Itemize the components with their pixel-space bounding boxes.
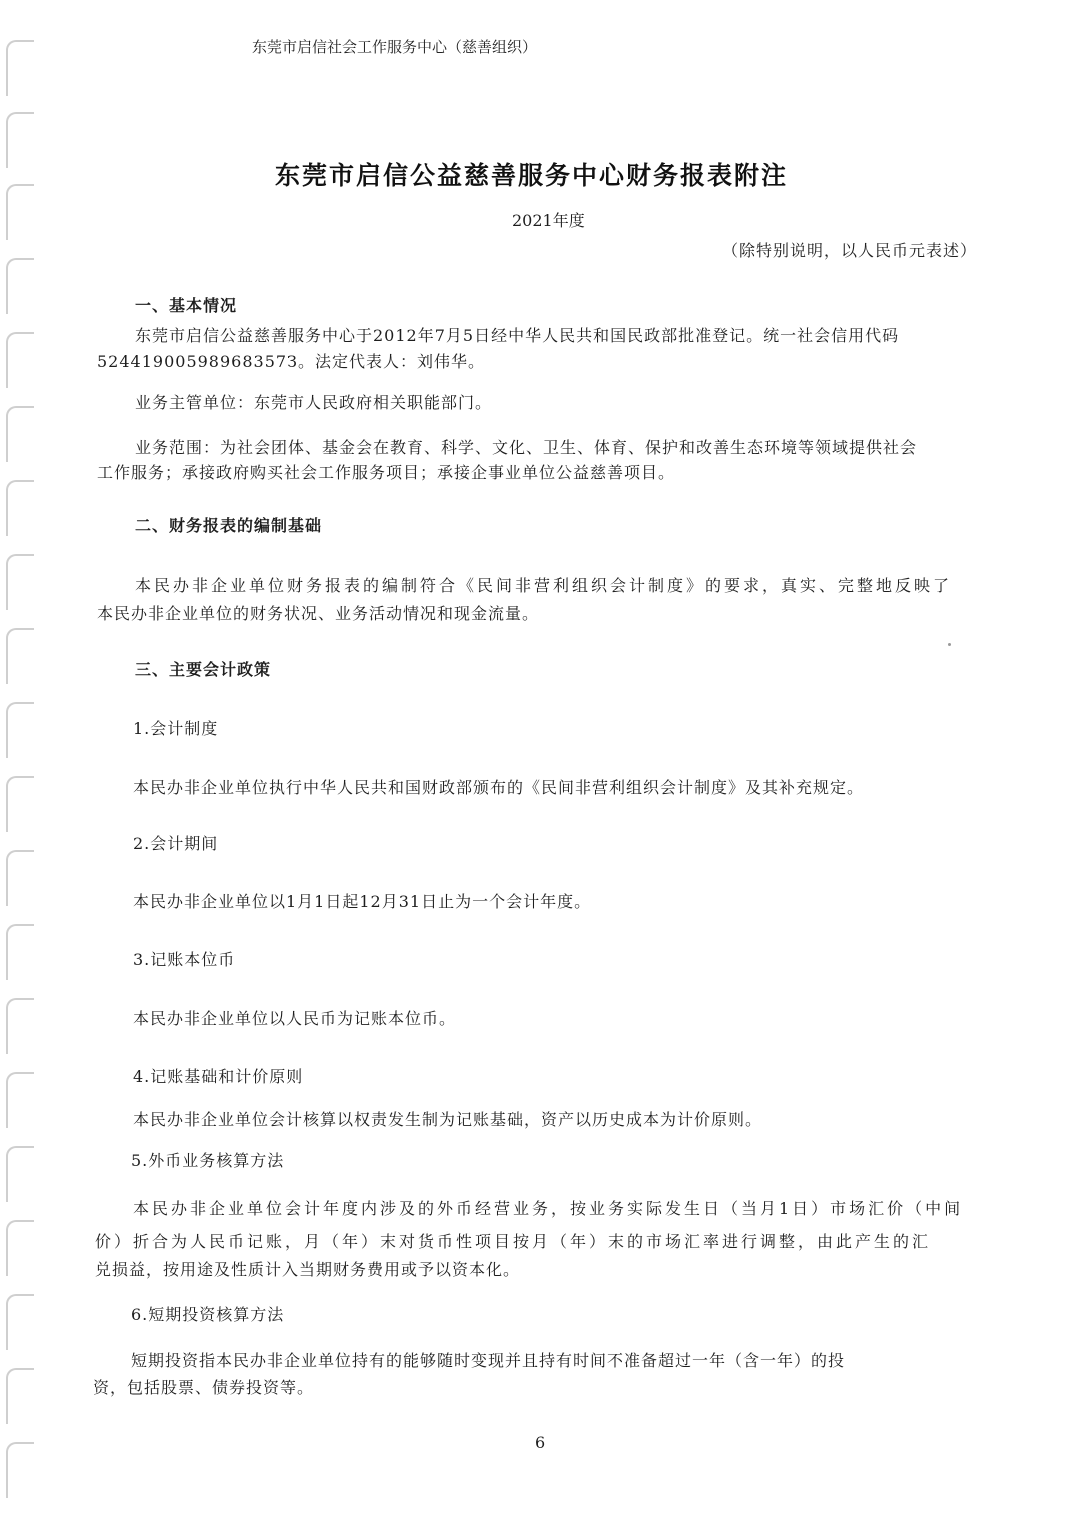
policy-1-heading: 1.会计制度 xyxy=(133,719,219,738)
section-2-heading: 二、财务报表的编制基础 xyxy=(135,516,323,535)
header-organization: 东莞市启信社会工作服务中心（慈善组织） xyxy=(252,38,538,56)
policy-5-text-line-3: 兑损益，按用途及性质计入当期财务费用或予以资本化。 xyxy=(95,1260,521,1279)
section-1-paragraph-3-line-2: 工作服务；承接政府购买社会工作服务项目；承接企事业单位公益慈善项目。 xyxy=(97,463,676,482)
binding-holes xyxy=(0,0,44,1539)
policy-6-text-line-1: 短期投资指本民办非企业单位持有的能够随时变现并且持有时间不准备超过一年（含一年）的投 xyxy=(131,1351,846,1370)
policy-5-text-line-1: 本民办非企业单位会计年度内涉及的外币经营业务，按业务实际发生日（当月1日）市场汇价（中间 xyxy=(133,1199,964,1218)
policy-3-heading: 3.记账本位币 xyxy=(133,950,236,969)
section-1-paragraph-1-line-2: 52441900598968357З。法定代表人：刘伟华。 xyxy=(97,352,486,371)
document-title: 东莞市启信公益慈善服务中心财务报表附注 xyxy=(275,161,789,190)
section-3-heading: 三、主要会计政策 xyxy=(135,660,272,679)
section-1-heading: 一、基本情况 xyxy=(135,296,238,315)
scan-speck xyxy=(948,643,951,646)
policy-4-heading: 4.记账基础和计价原则 xyxy=(133,1067,304,1086)
policy-4-text: 本民办非企业单位会计核算以权责发生制为记账基础，资产以历史成本为计价原则。 xyxy=(133,1110,763,1129)
section-1-paragraph-2: 业务主管单位：东莞市人民政府相关职能部门。 xyxy=(135,393,493,412)
section-2-paragraph-line-2: 本民办非企业单位的财务状况、业务活动情况和现金流量。 xyxy=(97,604,540,623)
currency-note: （除特别说明，以人民币元表述） xyxy=(722,241,978,260)
policy-6-heading: 6.短期投资核算方法 xyxy=(131,1305,285,1324)
section-1-paragraph-3-line-1: 业务范围：为社会团体、基金会在教育、科学、文化、卫生、体育、保护和改善生态环境等领域提供社会 xyxy=(135,438,918,457)
report-year: 2021年度 xyxy=(512,211,585,230)
policy-6-text-line-2: 资，包括股票、债券投资等。 xyxy=(93,1378,315,1397)
policy-5-text-line-2: 价）折合为人民币记账，月（年）末对货币性项目按月（年）末的市场汇率进行调整，由此产生的汇 xyxy=(95,1232,932,1251)
policy-5-heading: 5.外币业务核算方法 xyxy=(131,1151,285,1170)
policy-3-text: 本民办非企业单位以人民币为记账本位币。 xyxy=(133,1009,457,1028)
section-2-paragraph-line-1: 本民办非企业单位财务报表的编制符合《民间非营利组织会计制度》的要求，真实、完整地反映了 xyxy=(135,576,953,595)
section-1-paragraph-1-line-1: 东莞市启信公益慈善服务中心于2012年7月5日经中华人民共和国民政部批准登记。统一社会信用代码 xyxy=(135,326,900,345)
policy-2-text: 本民办非企业单位以1月1日起12月31日止为一个会计年度。 xyxy=(133,892,592,911)
policy-1-text: 本民办非企业单位执行中华人民共和国财政部颁布的《民间非营利组织会计制度》及其补充规定。 xyxy=(133,778,865,797)
page-number: 6 xyxy=(535,1433,546,1452)
policy-2-heading: 2.会计期间 xyxy=(133,834,219,853)
